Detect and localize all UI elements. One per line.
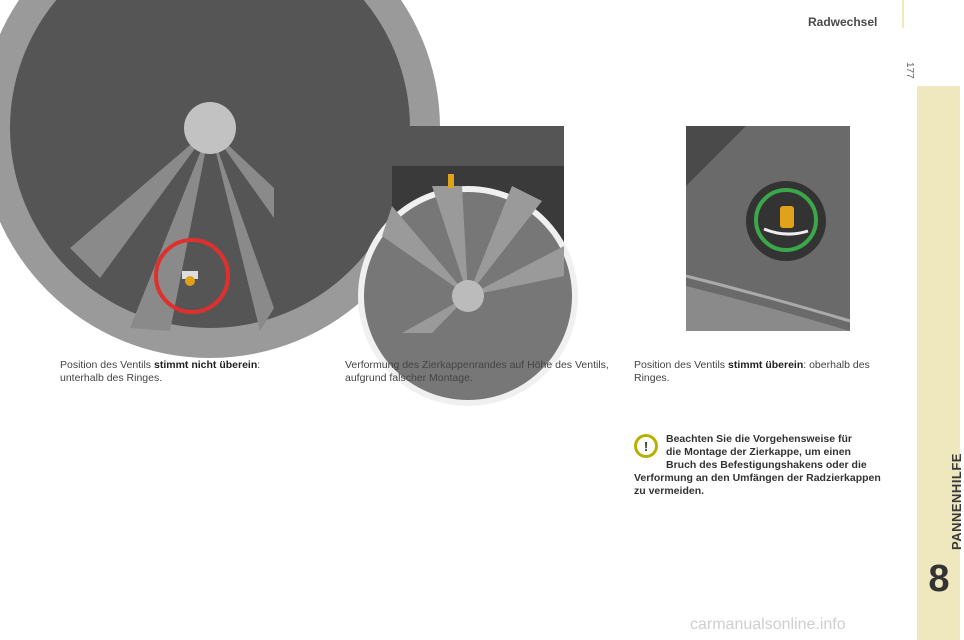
photo-valve-correct xyxy=(686,126,850,331)
header-title: Radwechsel xyxy=(808,15,878,29)
wheel-illustration-correct xyxy=(686,126,850,331)
watermark: carmanualsonline.info xyxy=(690,616,846,633)
wheel-illustration-deformed xyxy=(392,126,564,333)
caption-correct: Position des Ventils stimmt überein: oberhalb des Ringes. xyxy=(634,359,870,384)
valve-icon xyxy=(448,174,454,188)
page-number: 177 xyxy=(904,62,915,79)
warning-icon: ! xyxy=(634,434,658,458)
chapter-number: 8 xyxy=(928,558,950,600)
valve-icon xyxy=(780,206,794,228)
photo-valve-wrong xyxy=(110,128,274,331)
section-label: PANNENHILFE xyxy=(949,453,964,550)
note-bottom-text: Beachten Sie die Vorgehensweise für die Montage der Zierkappe, um einen Bruch des Befestigungshakens oder die Verformung an den Umfängen der Radzierkappen zu vermeiden. xyxy=(634,433,881,497)
wheel-illustration-wrong xyxy=(110,128,274,331)
caption-deformed: Verformung des Zierkappenrandes auf Höhe des Ventils, aufgrund falscher Montage. xyxy=(345,359,609,384)
photo-rim-deformed xyxy=(392,126,564,333)
valve-icon xyxy=(185,276,195,286)
header-divider xyxy=(902,0,904,28)
chapter-sidebar xyxy=(917,86,960,640)
caption-wrong: Position des Ventils stimmt nicht überein: unterhalb des Ringes. xyxy=(60,359,261,384)
